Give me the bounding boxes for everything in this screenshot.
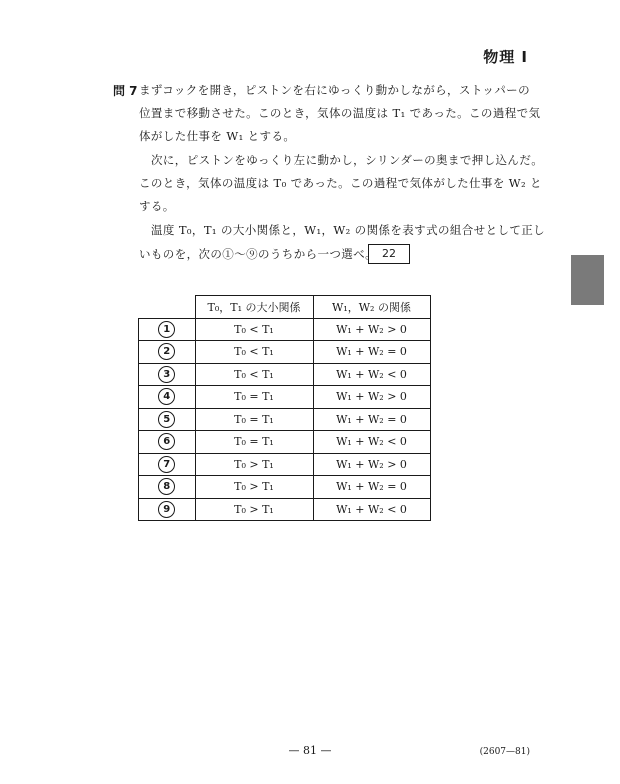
temperature-relation: T₀ < T₁ bbox=[195, 341, 313, 364]
choice-number[interactable]: 1 bbox=[158, 321, 175, 338]
choice-number[interactable]: 8 bbox=[158, 478, 175, 495]
question-line-4: 次に，ピストンをゆっくり左に動かし，シリンダーの奥まで押し込んだ。 bbox=[151, 153, 544, 167]
subject-heading: 物理 I bbox=[483, 48, 528, 66]
section-index-tab bbox=[571, 255, 604, 305]
temperature-relation: T₀ < T₁ bbox=[195, 363, 313, 386]
choice-number[interactable]: 7 bbox=[158, 456, 175, 473]
table-row bbox=[139, 318, 431, 341]
choice-number-cell[interactable] bbox=[139, 341, 196, 364]
choice-number-cell[interactable] bbox=[139, 431, 196, 454]
work-relation: W₁ + W₂ > 0 bbox=[313, 386, 430, 409]
table-row bbox=[139, 498, 431, 521]
work-relation: W₁ + W₂ = 0 bbox=[313, 408, 430, 431]
table-header-row bbox=[139, 296, 431, 319]
choice-number[interactable]: 3 bbox=[158, 366, 175, 383]
work-relation: W₁ + W₂ > 0 bbox=[313, 453, 430, 476]
choice-number[interactable]: 4 bbox=[158, 388, 175, 405]
question-line-1: まずコックを開き，ピストンを右にゆっくり動かしながら，ストッパーの bbox=[139, 83, 530, 97]
choice-number-cell[interactable] bbox=[139, 386, 196, 409]
temperature-relation: T₀ > T₁ bbox=[195, 453, 313, 476]
table-row bbox=[139, 453, 431, 476]
work-relation: W₁ + W₂ = 0 bbox=[313, 341, 430, 364]
question-line-2: 位置まで移動させた。このとき，気体の温度は T₁ であった。この過程で気 bbox=[139, 106, 541, 120]
work-relation: W₁ + W₂ > 0 bbox=[313, 318, 430, 341]
question-line-3: 体がした仕事を W₁ とする。 bbox=[139, 129, 296, 143]
temperature-relation: T₀ = T₁ bbox=[195, 408, 313, 431]
answer-box[interactable]: 22 bbox=[368, 244, 410, 264]
temperature-relation: T₀ > T₁ bbox=[195, 476, 313, 499]
choice-number[interactable]: 6 bbox=[158, 433, 175, 450]
table-row bbox=[139, 341, 431, 364]
choice-number[interactable]: 2 bbox=[158, 343, 175, 360]
choice-number[interactable]: 5 bbox=[158, 411, 175, 428]
choice-number-cell[interactable] bbox=[139, 453, 196, 476]
choice-number-cell[interactable] bbox=[139, 318, 196, 341]
question-line-6: する。 bbox=[139, 199, 175, 213]
choice-number-cell[interactable] bbox=[139, 498, 196, 521]
choices-table bbox=[138, 295, 431, 521]
question-number: 問 7 bbox=[113, 84, 138, 98]
choice-number-cell[interactable] bbox=[139, 408, 196, 431]
work-relation: W₁ + W₂ < 0 bbox=[313, 363, 430, 386]
table-row bbox=[139, 386, 431, 409]
table-row bbox=[139, 431, 431, 454]
question-line-8: いものを，次の①〜⑨のうちから一つ選べ。 bbox=[139, 247, 377, 261]
question-line-7: 温度 T₀，T₁ の大小関係と，W₁，W₂ の関係を表す式の組合せとして正し bbox=[151, 223, 546, 237]
header-temperature: T₀，T₁ の大小関係 bbox=[195, 296, 313, 319]
temperature-relation: T₀ > T₁ bbox=[195, 498, 313, 521]
table-row bbox=[139, 476, 431, 499]
temperature-relation: T₀ = T₁ bbox=[195, 386, 313, 409]
work-relation: W₁ + W₂ < 0 bbox=[313, 431, 430, 454]
work-relation: W₁ + W₂ = 0 bbox=[313, 476, 430, 499]
choice-number[interactable]: 9 bbox=[158, 501, 175, 518]
table-row bbox=[139, 408, 431, 431]
choice-number-cell[interactable] bbox=[139, 363, 196, 386]
choice-number-cell[interactable] bbox=[139, 476, 196, 499]
temperature-relation: T₀ = T₁ bbox=[195, 431, 313, 454]
header-work: W₁，W₂ の関係 bbox=[313, 296, 430, 319]
table-row bbox=[139, 363, 431, 386]
page-code: (2607—81) bbox=[479, 747, 530, 757]
work-relation: W₁ + W₂ < 0 bbox=[313, 498, 430, 521]
question-line-5: このとき，気体の温度は T₀ であった。この過程で気体がした仕事を W₂ と bbox=[139, 176, 542, 190]
temperature-relation: T₀ < T₁ bbox=[195, 318, 313, 341]
page-number: — 81 — bbox=[288, 744, 332, 757]
table-corner bbox=[139, 296, 196, 319]
